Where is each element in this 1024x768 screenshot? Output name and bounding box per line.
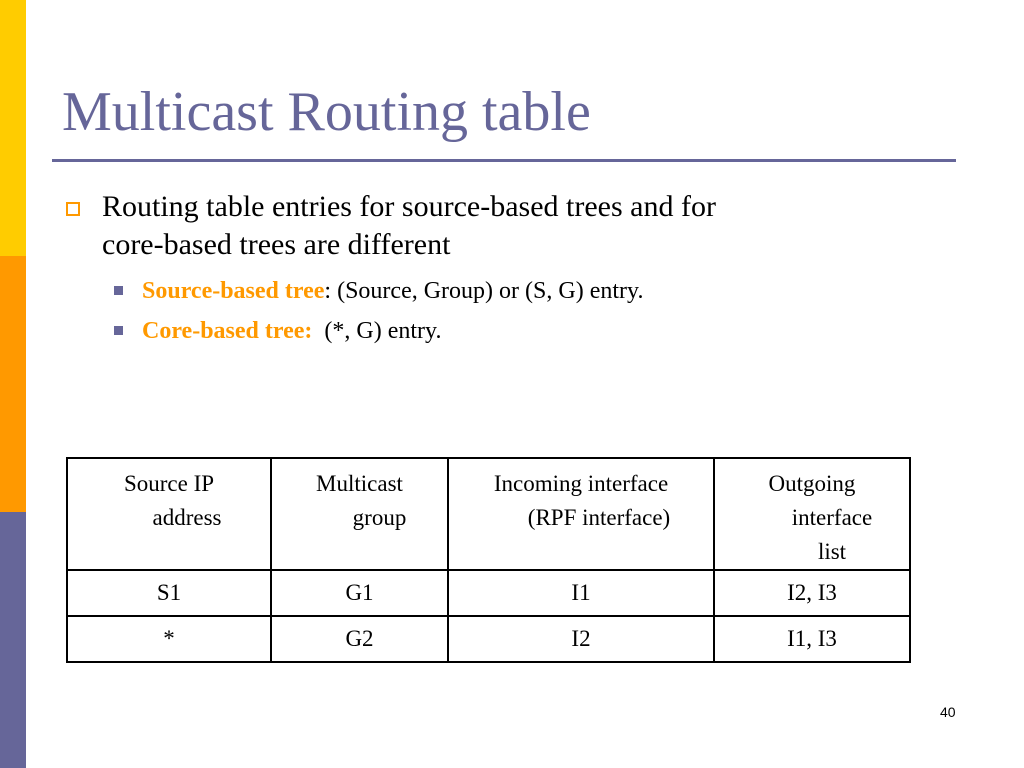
sub-bullet-text: (*, G) entry. xyxy=(312,318,442,344)
routing-table xyxy=(66,457,911,663)
table-cell: I1, I3 xyxy=(714,616,910,662)
header-line: Outgoing xyxy=(768,471,856,496)
filled-square-icon xyxy=(114,326,123,335)
sub-bullet-highlight: Core-based tree: xyxy=(142,318,313,344)
table-cell: I1 xyxy=(448,570,714,616)
table-header-row xyxy=(67,458,910,570)
sidebar-segment-purple xyxy=(0,512,26,768)
sidebar-segment-yellow xyxy=(0,0,26,256)
table-cell: S1 xyxy=(67,570,271,616)
table-cell: I2, I3 xyxy=(714,570,910,616)
table-cell: G2 xyxy=(271,616,448,662)
main-bullet xyxy=(66,188,906,264)
header-line: Source IP xyxy=(123,471,215,496)
sub-bullet-highlight: Source-based tree xyxy=(142,278,325,304)
sidebar-segment-orange xyxy=(0,256,26,512)
main-bullet-text xyxy=(102,188,906,264)
sidebar-color-bar xyxy=(0,0,26,768)
sub-bullet-source-based xyxy=(114,278,643,305)
main-bullet-line-2: core-based trees are different xyxy=(102,228,451,261)
table-cell: G1 xyxy=(271,570,448,616)
header-line: list xyxy=(817,539,847,564)
table-cell: * xyxy=(67,616,271,662)
filled-square-icon xyxy=(114,286,123,295)
header-line: Incoming interface xyxy=(493,471,669,496)
header-line: group xyxy=(352,505,407,530)
table-cell: I2 xyxy=(448,616,714,662)
header-line: address xyxy=(152,505,222,530)
page-number: 40 xyxy=(940,704,956,720)
sub-bullet-core-based xyxy=(114,318,441,345)
slide-title: Multicast Routing table xyxy=(62,81,591,143)
header-line: (RPF interface) xyxy=(527,505,671,530)
title-divider xyxy=(52,159,956,162)
header-outgoing-interface-list xyxy=(714,458,910,570)
header-line: interface xyxy=(791,505,873,530)
header-line: Multicast xyxy=(316,471,403,496)
table-row xyxy=(67,616,910,662)
header-incoming-interface xyxy=(448,458,714,570)
hollow-square-icon xyxy=(66,202,80,216)
table-row xyxy=(67,570,910,616)
header-multicast-group xyxy=(271,458,448,570)
header-source-ip xyxy=(67,458,271,570)
sub-bullet-text: : (Source, Group) or (S, G) entry. xyxy=(324,278,644,304)
main-bullet-line-1: Routing table entries for source-based trees and for xyxy=(102,190,716,223)
